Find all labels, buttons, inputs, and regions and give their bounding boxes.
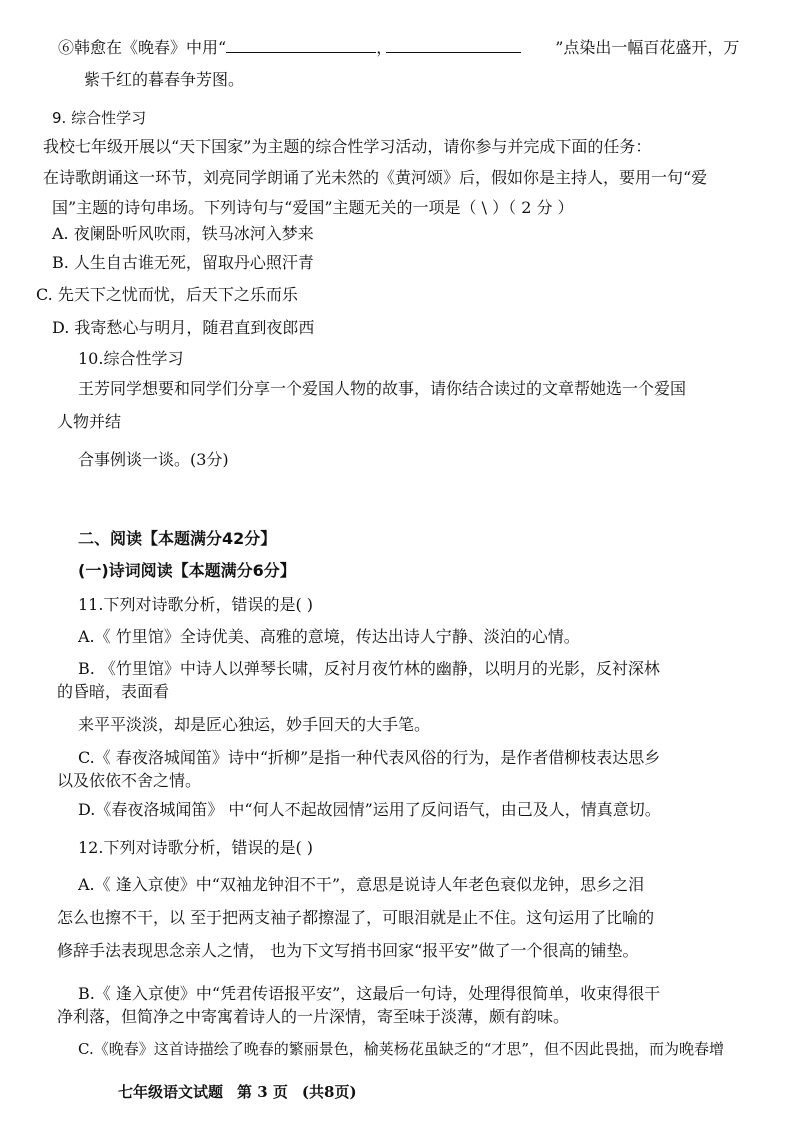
q11-option-b-line2: 的昏暗，表面看 — [57, 682, 170, 701]
page-footer — [118, 1081, 371, 1102]
q12-option-b-line1[interactable]: B.《 逢入京使》中“凭君传语报平安”，这最后一句诗，处理得很简单，收束得很干 — [78, 984, 661, 1003]
answer-blank-1[interactable] — [226, 38, 376, 53]
q9-title: 9. 综合性学习 — [52, 109, 147, 127]
q12-stem: 12.下列对诗歌分析，错误的是( ) — [78, 838, 314, 857]
q10-title: 10.综合性学习 — [78, 349, 184, 368]
q11-option-a[interactable]: A.《 竹里馆》全诗优美、高雅的意境，传达出诗人宁静、淡泊的心情。 — [78, 627, 580, 646]
q9-option-d[interactable]: D. 我寄愁心与明月，随君直到夜郎西 — [52, 318, 315, 337]
q9-intro: 我校七年级开展以“天下国家”为主题的综合性学习活动，请你参与并完成下面的任务： — [43, 137, 652, 156]
q8-item6-comma: ， — [376, 38, 393, 57]
q9-stem-line2: 国”主题的诗句串场。下列诗句与“爱国”主题无关的一项是（ \ ）（ 2 分 ） — [52, 198, 574, 217]
q8-item6-line2: 紫千红的暮春争芳图。 — [84, 70, 245, 89]
q9-option-c[interactable]: C. 先天下之忧而忧，后天下之乐而乐 — [36, 285, 298, 304]
q12-option-b-line2: 净利落，但简净之中寄寓着诗人的一片深情，寄至味于淡薄，颇有韵味。 — [57, 1007, 570, 1026]
section2-heading: 二、阅读【本题满分42分】 — [78, 529, 277, 548]
q12-option-a-line3: 修辞手法表现思念亲人之情， 也为下文写捎书回家“报平安”做了一个很高的铺垫。 — [57, 941, 639, 960]
q8-item6-suffix: ”点染出一幅百花盛开，万 — [555, 38, 740, 57]
q12-option-a-line1[interactable]: A.《 逢入京使》中“双袖龙钟泪不干”，意思是说诗人年老色衰似龙钟，思乡之泪 — [78, 875, 645, 894]
footer-course: 七年级语文试题 — [118, 1083, 224, 1101]
q9-option-b[interactable]: B. 人生自古谁无死，留取丹心照汗青 — [52, 253, 314, 272]
footer-page: 第 3 页 — [237, 1083, 288, 1101]
q12-option-c-line1[interactable]: C.《晚春》这首诗描绘了晚春的繁丽景色，榆荚杨花虽缺乏的“才思”，但不因此畏拙，而为晚春增 — [78, 1040, 725, 1058]
q10-line2: 人物并结 — [57, 412, 122, 431]
footer-total: (共8页) — [301, 1083, 357, 1101]
q9-option-a[interactable]: A. 夜阑卧听风吹雨，铁马冰河入梦来 — [52, 224, 314, 243]
q11-option-c-line2: 以及依依不舍之情。 — [57, 771, 202, 790]
q11-option-b-line3: 来平平淡淡，却是匠心独运，妙手回天的大手笔。 — [78, 715, 431, 734]
q11-stem: 11.下列对诗歌分析，错误的是( ) — [78, 595, 314, 614]
q11-option-c-line1[interactable]: C.《 春夜洛城闻笛》诗中“折柳”是指一种代表风俗的行为，是作者借柳枝表达思乡 — [78, 748, 661, 767]
q8-item6-line1 — [58, 38, 739, 58]
q11-option-b-line1[interactable]: B. 《竹里馆》中诗人以弹琴长啸，反衬月夜竹林的幽静，以明月的光影，反衬深林 — [78, 659, 660, 678]
q11-option-d[interactable]: D.《春夜洛城闻笛》 中“何人不起故园情”运用了反问语气，由己及人，情真意切。 — [78, 800, 661, 819]
answer-blank-2[interactable] — [386, 38, 521, 53]
q10-line1: 王芳同学想要和同学们分享一个爱国人物的故事，请你结合读过的文章帮她选一个爱国 — [78, 379, 687, 398]
q8-item6-prefix: ⑥韩愈在《晚春》中用“ — [58, 38, 227, 57]
q9-stem-line1: 在诗歌朗诵这一环节，刘亮同学朗诵了光未然的《黄河颂》后，假如你是主持人，要用一句“爱 — [43, 168, 708, 187]
q12-option-a-line2: 怎么也擦不干，以 至于把两支袖子都擦湿了，可眼泪就是止不住。这句运用了比喻的 — [57, 908, 655, 927]
q10-line3: 合事例谈一谈。(3分) — [78, 450, 229, 469]
section2-sub1-heading: (一)诗词阅读【本题满分6分】 — [78, 561, 296, 580]
